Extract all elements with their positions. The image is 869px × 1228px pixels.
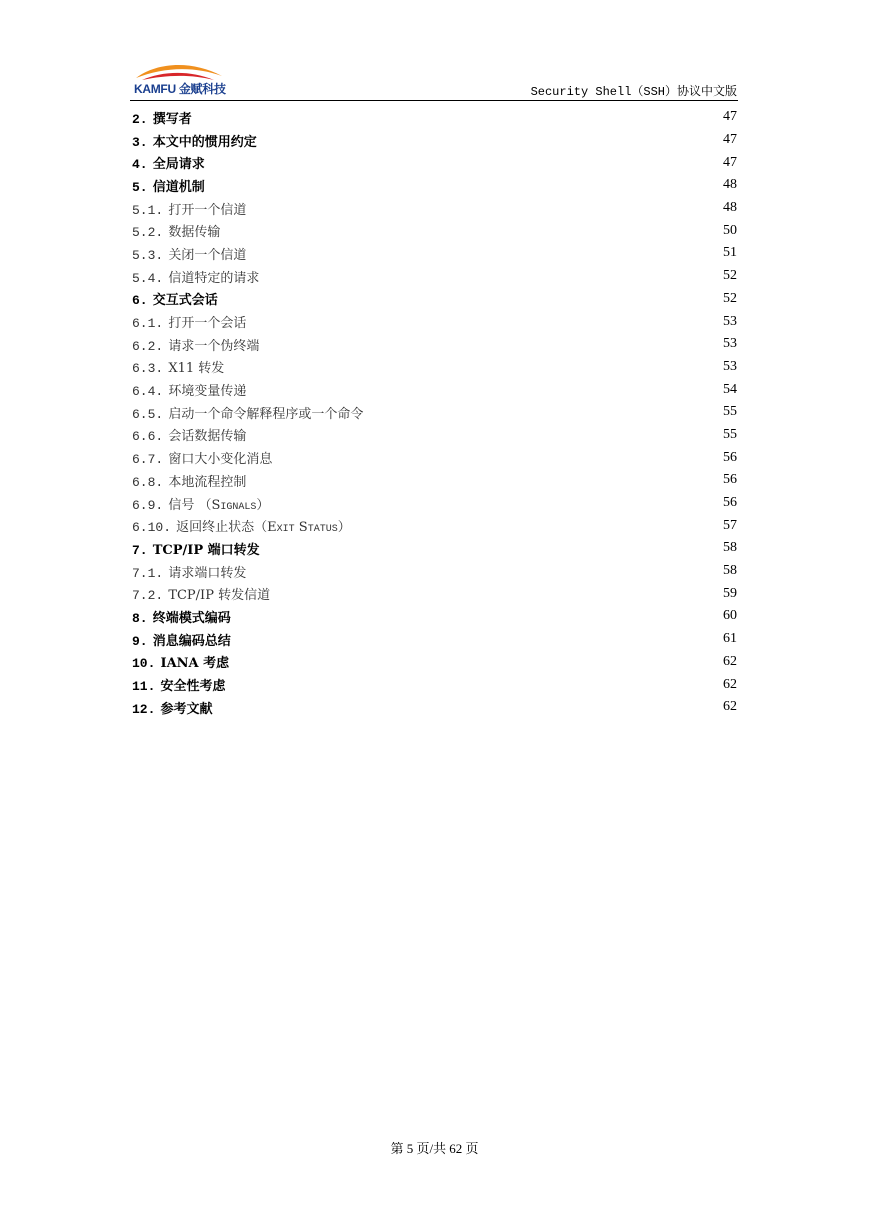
toc-number: 7. bbox=[132, 542, 148, 558]
toc-entry[interactable] bbox=[132, 219, 737, 242]
page-footer: 第 5 页/共 62 页 bbox=[390, 1141, 479, 1156]
toc-title: 请求一个伪终端 bbox=[168, 338, 260, 354]
toc-entry[interactable] bbox=[132, 197, 737, 220]
table-of-contents bbox=[132, 106, 737, 719]
toc-title: 环境变量传递 bbox=[168, 384, 247, 400]
toc-title: 撰写者 bbox=[152, 111, 192, 127]
toc-number: 5.2. bbox=[132, 225, 164, 241]
toc-page: 47 bbox=[723, 132, 737, 148]
toc-page: 48 bbox=[723, 177, 737, 193]
toc-entry[interactable] bbox=[132, 288, 737, 311]
toc-title: 终端模式编码 bbox=[152, 610, 231, 626]
toc-entry[interactable] bbox=[132, 242, 737, 265]
toc-title: X11 转发 bbox=[168, 361, 225, 377]
toc-page: 58 bbox=[723, 540, 737, 556]
toc-title: 交互式会话 bbox=[152, 293, 218, 309]
toc-number: 5.3. bbox=[132, 247, 164, 263]
toc-page: 62 bbox=[723, 653, 737, 669]
toc-title: 窗口大小变化消息 bbox=[168, 452, 273, 468]
toc-title: 关闭一个信道 bbox=[168, 247, 247, 263]
toc-title: 参考文献 bbox=[160, 701, 213, 717]
toc-number: 9. bbox=[132, 633, 148, 649]
company-logo bbox=[132, 62, 228, 96]
toc-number: 5. bbox=[132, 179, 148, 195]
toc-title: 全局请求 bbox=[152, 157, 205, 173]
toc-number: 6.2. bbox=[132, 338, 164, 354]
toc-entry[interactable] bbox=[132, 673, 737, 696]
toc-number: 6.6. bbox=[132, 429, 164, 445]
toc-title: TCP/IP 转发信道 bbox=[168, 588, 271, 604]
toc-entry[interactable] bbox=[132, 628, 737, 651]
toc-page: 59 bbox=[723, 585, 737, 601]
toc-page: 58 bbox=[723, 563, 737, 579]
toc-number: 6.8. bbox=[132, 474, 164, 490]
toc-number: 7.1. bbox=[132, 565, 164, 581]
toc-entry[interactable] bbox=[132, 424, 737, 447]
toc-title: 安全性考虑 bbox=[160, 679, 226, 695]
toc-title: 会话数据传输 bbox=[168, 429, 247, 445]
toc-page: 55 bbox=[723, 426, 737, 442]
toc-number: 6.3. bbox=[132, 361, 164, 377]
toc-entry[interactable] bbox=[132, 651, 737, 674]
toc-page: 51 bbox=[723, 245, 737, 261]
toc-title: 打开一个会话 bbox=[168, 316, 247, 332]
toc-page: 52 bbox=[723, 290, 737, 306]
toc-title: 启动一个命令解释程序或一个命令 bbox=[168, 406, 364, 422]
toc-number: 12. bbox=[132, 701, 156, 717]
toc-page: 53 bbox=[723, 313, 737, 329]
toc-number: 6. bbox=[132, 293, 148, 309]
toc-page: 57 bbox=[723, 517, 737, 533]
toc-entry[interactable] bbox=[132, 310, 737, 333]
toc-number: 6.5. bbox=[132, 406, 164, 422]
toc-title: IANA 考虑 bbox=[160, 656, 230, 672]
toc-number: 5.1. bbox=[132, 202, 164, 218]
toc-title: 打开一个信道 bbox=[168, 202, 247, 218]
toc-page: 47 bbox=[723, 154, 737, 170]
toc-number: 6.9. bbox=[132, 497, 164, 513]
toc-title: 消息编码总结 bbox=[152, 633, 231, 649]
toc-title: 本地流程控制 bbox=[168, 474, 247, 490]
toc-entry[interactable] bbox=[132, 560, 737, 583]
toc-title: TCP/IP 端口转发 bbox=[152, 542, 260, 558]
toc-number: 2. bbox=[132, 111, 148, 127]
toc-number: 11. bbox=[132, 679, 156, 695]
toc-number: 8. bbox=[132, 610, 148, 626]
header-divider bbox=[130, 100, 738, 101]
toc-title: 本文中的惯用约定 bbox=[152, 134, 257, 150]
toc-page: 62 bbox=[723, 676, 737, 692]
toc-entry[interactable] bbox=[132, 469, 737, 492]
toc-entry[interactable] bbox=[132, 514, 737, 537]
toc-entry[interactable] bbox=[132, 446, 737, 469]
toc-title: 请求端口转发 bbox=[168, 565, 247, 581]
toc-entry[interactable] bbox=[132, 333, 737, 356]
toc-page: 56 bbox=[723, 495, 737, 511]
toc-number: 6.1. bbox=[132, 316, 164, 332]
toc-page: 60 bbox=[723, 608, 737, 624]
toc-page: 53 bbox=[723, 336, 737, 352]
toc-number: 7.2. bbox=[132, 588, 164, 604]
toc-entry[interactable] bbox=[132, 106, 737, 129]
toc-page: 61 bbox=[723, 631, 737, 647]
toc-number: 6.7. bbox=[132, 452, 164, 468]
toc-entry[interactable] bbox=[132, 265, 737, 288]
toc-page: 52 bbox=[723, 268, 737, 284]
toc-entry[interactable] bbox=[132, 696, 737, 719]
toc-number: 3. bbox=[132, 134, 148, 150]
toc-page: 62 bbox=[723, 699, 737, 715]
toc-title: 数据传输 bbox=[168, 225, 221, 241]
toc-entry[interactable] bbox=[132, 174, 737, 197]
toc-page: 50 bbox=[723, 222, 737, 238]
toc-page: 47 bbox=[723, 109, 737, 125]
toc-page: 48 bbox=[723, 200, 737, 216]
toc-page: 54 bbox=[723, 381, 737, 397]
toc-entry[interactable] bbox=[132, 129, 737, 152]
toc-title: 信道机制 bbox=[152, 179, 205, 195]
toc-entry[interactable] bbox=[132, 356, 737, 379]
toc-page: 53 bbox=[723, 358, 737, 374]
toc-page: 56 bbox=[723, 472, 737, 488]
toc-page: 55 bbox=[723, 404, 737, 420]
document-title: Security Shell（SSH）协议中文版 bbox=[530, 85, 737, 99]
toc-number: 4. bbox=[132, 157, 148, 173]
toc-entry[interactable] bbox=[132, 605, 737, 628]
toc-title: 返回终止状态（EXIT STATUS） bbox=[176, 520, 351, 536]
logo-text: KAMFU 金赋科技 bbox=[134, 82, 226, 96]
toc-entry[interactable] bbox=[132, 582, 737, 605]
toc-entry[interactable] bbox=[132, 537, 737, 560]
toc-entry[interactable] bbox=[132, 492, 737, 515]
toc-page: 56 bbox=[723, 449, 737, 465]
toc-entry[interactable] bbox=[132, 401, 737, 424]
toc-title: 信道特定的请求 bbox=[168, 270, 260, 286]
toc-number: 6.4. bbox=[132, 384, 164, 400]
toc-number: 5.4. bbox=[132, 270, 164, 286]
toc-entry[interactable] bbox=[132, 151, 737, 174]
toc-number: 6.10. bbox=[132, 520, 172, 536]
toc-entry[interactable] bbox=[132, 378, 737, 401]
toc-number: 10. bbox=[132, 656, 156, 672]
toc-title: 信号 （SIGNALS） bbox=[168, 497, 270, 513]
